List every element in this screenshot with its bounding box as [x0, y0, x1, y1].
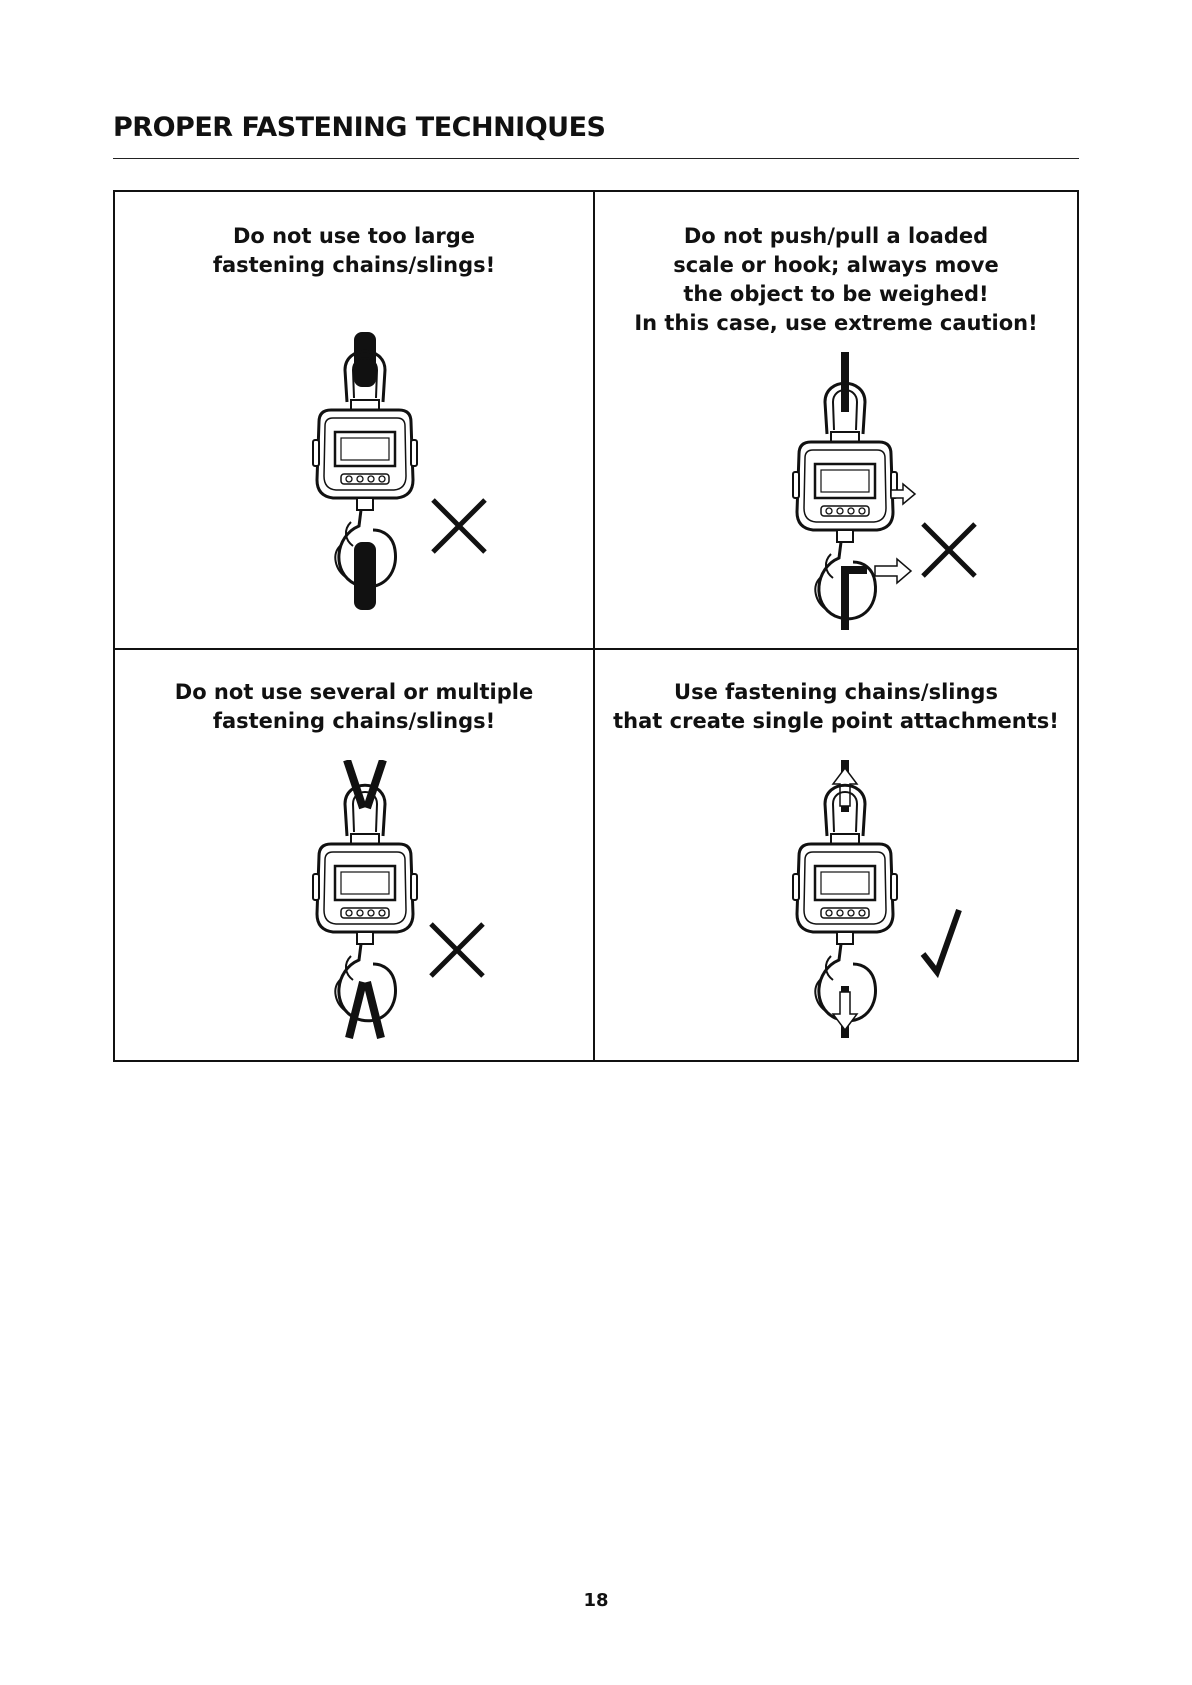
- correct-check-icon: [923, 910, 959, 972]
- crane-scale-multiple-slings-illustration: [265, 760, 505, 1040]
- incorrect-x-icon: [923, 524, 975, 576]
- incorrect-x-icon: [433, 500, 485, 552]
- panel-too-large-chains: [115, 192, 593, 648]
- incorrect-x-icon: [431, 924, 483, 976]
- arrow-right-icon: [875, 559, 911, 583]
- arrow-down-icon: [833, 992, 857, 1030]
- crane-scale-push-pull-illustration: [735, 352, 995, 632]
- panel-multiple-slings: [115, 650, 593, 1060]
- page-title: PROPER FASTENING TECHNIQUES: [113, 112, 606, 143]
- panel-caption: Use fastening chains/slings that create single point attachments!: [613, 680, 1059, 733]
- panel-single-point: [595, 650, 1077, 1060]
- fastening-techniques-grid: [113, 190, 1079, 1062]
- page-number: 18: [583, 1590, 609, 1611]
- panel-caption: Do not push/pull a loaded scale or hook; always move the object to be weighed! In this case, use extreme caution!: [634, 224, 1038, 335]
- panel-caption: Do not use several or multiple fastening chains/slings!: [174, 680, 534, 733]
- crane-scale-single-point-illustration: [735, 760, 995, 1040]
- crane-scale-thick-chain-illustration: [265, 332, 505, 612]
- panel-push-pull: [595, 192, 1077, 648]
- title-divider: [113, 158, 1079, 159]
- panel-caption: Do not use too large fastening chains/slings!: [212, 224, 496, 277]
